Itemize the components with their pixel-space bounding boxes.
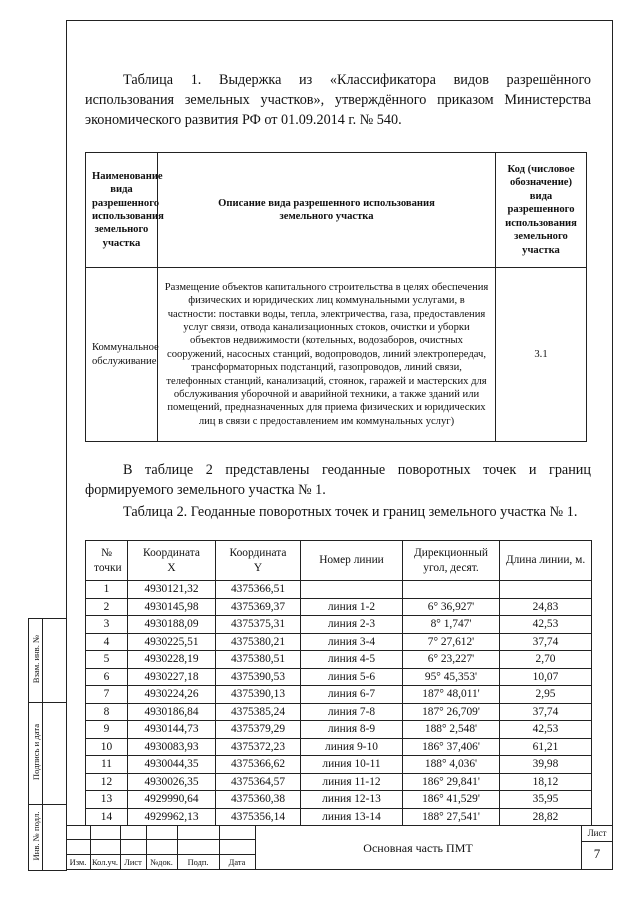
t2-cell-line: линия 9-10 — [301, 738, 403, 756]
geodata-table — [85, 540, 592, 826]
t2-header-y: Координата Y — [216, 541, 301, 581]
t2-cell-y: 4375364,57 — [216, 773, 301, 791]
sheet-number: 7 — [593, 846, 601, 861]
title-col-list: Лист — [124, 858, 142, 867]
t2-cell-y: 4375379,29 — [216, 721, 301, 739]
t2-header-line: Номер линии — [301, 541, 403, 581]
t2-cell-y: 4375390,13 — [216, 686, 301, 704]
t2-cell-point: 1 — [86, 581, 128, 599]
t1-header-code: Код (числовое обозначение) вида разрешенного использования земельного участка — [496, 153, 587, 268]
t2-cell-line: линия 12-13 — [301, 791, 403, 809]
t1-description-cell: Размещение объектов капитального строительства в целях обеспечения физических и юридических лиц коммунальными услугами, в частности: поставки воды, тепла, электричества, газа, предоставления услуг связи, отвода канализационных стоков, очистки и уборки объектов недвижимости (котельных, водозаборов, очистных сооружений, насосных станций, водопроводов, линий электропередач, трансформаторных подстанций, газопроводов, линий связи, телефонных станций, канализаций, стоянок, гаражей и мастерских для обслуживания уборочной и аварийной техники, а также зданий или помещений, предназначенных для приема физических и юридических лиц в связи с предоставлением им коммунальных услуг) — [158, 268, 496, 442]
t2-cell-y: 4375369,37 — [216, 598, 301, 616]
table-row — [86, 598, 592, 616]
t2-cell-point: 3 — [86, 616, 128, 634]
table-row — [86, 738, 592, 756]
t2-cell-angle: 188° 2,548' — [403, 721, 500, 739]
t2-cell-length: 42,53 — [500, 616, 592, 634]
table-row — [86, 616, 592, 634]
t2-cell-point: 4 — [86, 633, 128, 651]
t2-header-x: Координата X — [128, 541, 216, 581]
table-row — [86, 686, 592, 704]
t2-cell-y: 4375372,23 — [216, 738, 301, 756]
table-row — [86, 651, 592, 669]
table1-caption: Таблица 1. Выдержка из «Классификатора видов разрешённого использования земельных участков», утверждённого приказом Министерства экономического развития РФ от 01.09.2014 г. № 540. — [85, 72, 591, 128]
t2-cell-length: 2,95 — [500, 686, 592, 704]
t2-cell-line: линия 7-8 — [301, 703, 403, 721]
t2-cell-angle: 187° 48,011' — [403, 686, 500, 704]
t2-cell-x: 4930224,26 — [128, 686, 216, 704]
t2-cell-angle: 6° 23,227' — [403, 651, 500, 669]
table-row — [86, 668, 592, 686]
t2-cell-point: 9 — [86, 721, 128, 739]
t2-cell-length: 61,21 — [500, 738, 592, 756]
t2-cell-angle: 188° 4,036' — [403, 756, 500, 774]
side-label-orig-inv: Инв. № подл. — [31, 811, 41, 861]
t2-cell-point: 12 — [86, 773, 128, 791]
title-col-date: Дата — [228, 858, 246, 867]
t2-cell-angle: 7° 27,612' — [403, 633, 500, 651]
table-row — [86, 756, 592, 774]
t2-cell-length: 37,74 — [500, 703, 592, 721]
side-label-signature-date: Подпись и дата — [31, 723, 41, 781]
document-title: Основная часть ПМТ — [363, 841, 473, 855]
t2-cell-angle: 8° 1,747' — [403, 616, 500, 634]
t2-cell-y: 4375360,38 — [216, 791, 301, 809]
t2-cell-point: 5 — [86, 651, 128, 669]
t2-cell-point: 14 — [86, 808, 128, 826]
t2-cell-line: линия 1-2 — [301, 598, 403, 616]
t2-cell-line: линия 8-9 — [301, 721, 403, 739]
t2-cell-y: 4375356,14 — [216, 808, 301, 826]
t2-cell-x: 4930227,18 — [128, 668, 216, 686]
t2-cell-length: 24,83 — [500, 598, 592, 616]
table-row — [86, 633, 592, 651]
t1-code-cell: 3.1 — [496, 268, 587, 442]
t2-cell-y: 4375380,51 — [216, 651, 301, 669]
t2-cell-x: 4929990,64 — [128, 791, 216, 809]
t2-cell-x: 4930186,84 — [128, 703, 216, 721]
t2-cell-length: 18,12 — [500, 773, 592, 791]
t2-cell-x: 4930083,93 — [128, 738, 216, 756]
t1-header-name: Наименование вида разрешенного использования земельного участка — [86, 153, 158, 268]
t2-cell-point: 10 — [86, 738, 128, 756]
t2-cell-point: 8 — [86, 703, 128, 721]
t2-cell-angle: 186° 41,529' — [403, 791, 500, 809]
title-col-kol: Кол.уч. — [91, 858, 118, 867]
table-row — [86, 808, 592, 826]
t2-cell-point: 13 — [86, 791, 128, 809]
t2-cell-point: 2 — [86, 598, 128, 616]
table-row — [86, 721, 592, 739]
t2-cell-angle: 186° 29,841' — [403, 773, 500, 791]
sheet-label: Лист — [587, 828, 607, 838]
t2-header-point: № точки — [86, 541, 128, 581]
t1-header-description: Описание вида разрешенного использования земельного участка — [158, 153, 496, 268]
title-col-podp: Подп. — [187, 858, 209, 867]
t2-cell-line: линия 6-7 — [301, 686, 403, 704]
classifier-table — [85, 152, 587, 442]
t2-cell-length: 39,98 — [500, 756, 592, 774]
t2-cell-line: линия 3-4 — [301, 633, 403, 651]
t2-cell-angle — [403, 581, 500, 599]
table-row — [86, 773, 592, 791]
title-block — [66, 825, 613, 870]
t2-cell-length — [500, 581, 592, 599]
t2-cell-y: 4375366,51 — [216, 581, 301, 599]
t2-cell-line — [301, 581, 403, 599]
t2-cell-x: 4930145,98 — [128, 598, 216, 616]
t2-cell-y: 4375366,62 — [216, 756, 301, 774]
t2-cell-angle: 187° 26,709' — [403, 703, 500, 721]
t2-cell-y: 4375390,53 — [216, 668, 301, 686]
t2-cell-length: 37,74 — [500, 633, 592, 651]
t2-cell-line: линия 10-11 — [301, 756, 403, 774]
t2-header-length: Длина линии, м. — [500, 541, 592, 581]
t2-cell-line: линия 13-14 — [301, 808, 403, 826]
t2-cell-angle: 188° 27,541' — [403, 808, 500, 826]
table-row — [86, 791, 592, 809]
t2-cell-angle: 186° 37,406' — [403, 738, 500, 756]
side-label-replace-inv: Взам. инв. № — [31, 634, 41, 684]
t2-cell-length: 35,95 — [500, 791, 592, 809]
t2-cell-x: 4930121,32 — [128, 581, 216, 599]
table-row — [86, 703, 592, 721]
t2-cell-x: 4930026,35 — [128, 773, 216, 791]
t2-cell-line: линия 2-3 — [301, 616, 403, 634]
t2-cell-x: 4930188,09 — [128, 616, 216, 634]
t2-cell-x: 4930044,35 — [128, 756, 216, 774]
t2-cell-y: 4375380,21 — [216, 633, 301, 651]
t2-cell-line: линия 4-5 — [301, 651, 403, 669]
t2-cell-line: линия 5-6 — [301, 668, 403, 686]
t2-cell-length: 2,70 — [500, 651, 592, 669]
t2-cell-y: 4375385,24 — [216, 703, 301, 721]
table2-intro: В таблице 2 представлены геоданные поворотных точек и границ формируемого земельного участка № 1. — [85, 462, 591, 498]
t2-cell-x: 4930225,51 — [128, 633, 216, 651]
t2-cell-y: 4375375,31 — [216, 616, 301, 634]
table2-caption: Таблица 2. Геоданные поворотных точек и границ земельного участка № 1. — [123, 504, 578, 520]
title-col-izm: Изм. — [69, 858, 87, 867]
title-col-ndok: №док. — [150, 858, 173, 867]
t2-cell-length: 10,07 — [500, 668, 592, 686]
t2-cell-length: 42,53 — [500, 721, 592, 739]
t2-cell-x: 4929962,13 — [128, 808, 216, 826]
t2-cell-length: 28,82 — [500, 808, 592, 826]
t2-cell-line: линия 11-12 — [301, 773, 403, 791]
t2-cell-angle: 6° 36,927' — [403, 598, 500, 616]
t2-header-angle: Дирекционный угол, десят. — [403, 541, 500, 581]
t2-cell-x: 4930228,19 — [128, 651, 216, 669]
t2-cell-point: 11 — [86, 756, 128, 774]
table-row — [86, 581, 592, 599]
t2-cell-x: 4930144,73 — [128, 721, 216, 739]
t2-cell-angle: 95° 45,353' — [403, 668, 500, 686]
t2-cell-point: 6 — [86, 668, 128, 686]
t2-cell-point: 7 — [86, 686, 128, 704]
t1-name-cell: Коммунальное обслуживание — [86, 268, 158, 442]
